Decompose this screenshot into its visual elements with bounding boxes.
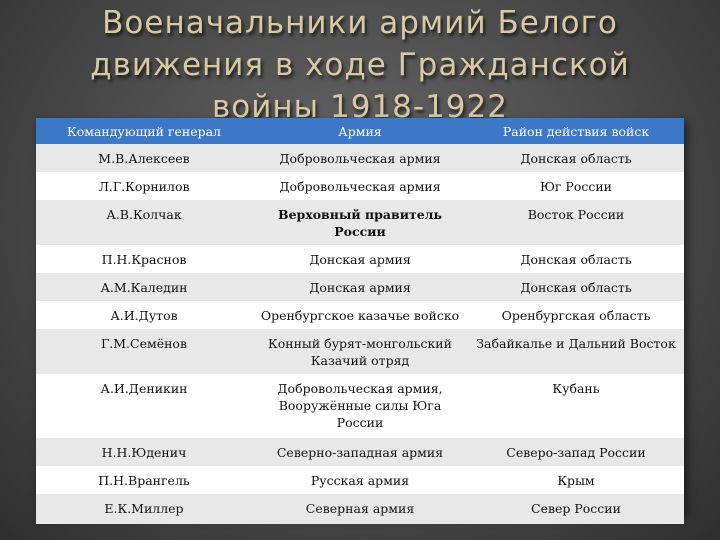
generals-table <box>36 118 684 524</box>
cell-general: Н.Н.Юденич <box>36 438 252 466</box>
cell-army: Донская армия <box>252 273 468 301</box>
table-row <box>36 273 684 301</box>
table-row <box>36 329 684 374</box>
cell-army: Конный бурят-монгольский Казачий отряд <box>252 329 468 374</box>
cell-army: Верховный правитель России <box>252 200 468 245</box>
header-army: Армия <box>252 118 468 144</box>
cell-general: М.В.Алексеев <box>36 144 252 172</box>
table-row <box>36 200 684 245</box>
cell-general: А.М.Каледин <box>36 273 252 301</box>
cell-general: А.В.Колчак <box>36 200 252 245</box>
cell-army: Донская армия <box>252 245 468 273</box>
cell-general: Е.К.Миллер <box>36 494 252 524</box>
cell-army: Оренбургское казачье войско <box>252 301 468 329</box>
cell-army: Добровольческая армия, Вооружённые силы Юга России <box>252 374 468 438</box>
table-row <box>36 494 684 524</box>
cell-army: Северно-западная армия <box>252 438 468 466</box>
cell-region: Донская область <box>468 144 684 172</box>
cell-general: А.И.Дутов <box>36 301 252 329</box>
title-line-1: Военачальники армий Белого <box>102 5 618 41</box>
cell-region: Донская область <box>468 245 684 273</box>
cell-army: Северная армия <box>252 494 468 524</box>
cell-region: Кубань <box>468 374 684 438</box>
cell-general: Г.М.Семёнов <box>36 329 252 374</box>
table-row <box>36 374 684 438</box>
cell-army: Русская армия <box>252 466 468 494</box>
table-row <box>36 144 684 172</box>
cell-general: П.Н.Врангель <box>36 466 252 494</box>
title-line-3: войны 1918-1922 <box>212 89 508 118</box>
table-header-row <box>36 118 684 144</box>
cell-region: Забайкалье и Дальний Восток <box>468 329 684 374</box>
table-row <box>36 245 684 273</box>
table-row <box>36 301 684 329</box>
cell-region: Восток России <box>468 200 684 245</box>
cell-region: Северо-запад России <box>468 438 684 466</box>
header-region: Район действия войск <box>468 118 684 144</box>
cell-region: Крым <box>468 466 684 494</box>
title-line-2: движения в ходе Гражданской <box>90 47 630 83</box>
table-row <box>36 172 684 200</box>
cell-army: Добровольческая армия <box>252 172 468 200</box>
cell-general: Л.Г.Корнилов <box>36 172 252 200</box>
table-row <box>36 438 684 466</box>
cell-general: П.Н.Краснов <box>36 245 252 273</box>
header-general: Командующий генерал <box>36 118 252 144</box>
cell-region: Донская область <box>468 273 684 301</box>
cell-general: А.И.Деникин <box>36 374 252 438</box>
cell-region: Юг России <box>468 172 684 200</box>
table-row <box>36 466 684 494</box>
cell-region: Север России <box>468 494 684 524</box>
slide-title <box>0 0 720 118</box>
generals-table-container <box>36 118 684 514</box>
cell-region: Оренбургская область <box>468 301 684 329</box>
cell-army: Добровольческая армия <box>252 144 468 172</box>
